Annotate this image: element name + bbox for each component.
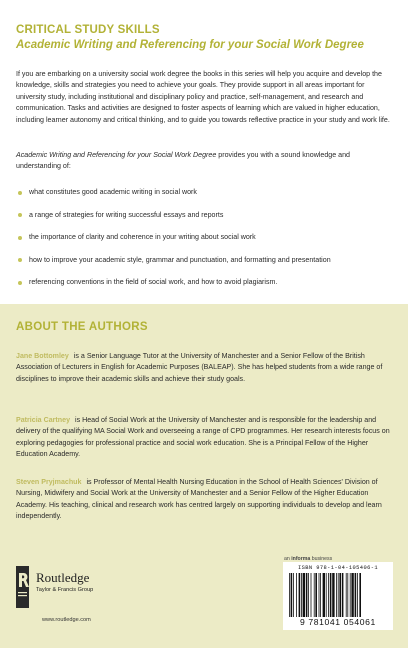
barcode-icon — [289, 573, 387, 617]
author-bio-text: is Head of Social Work at the University of Manchester and is responsible for the leadership and delivery of the qualifying MA Social Work and overseeing a range of CPD programmes. Her research interests focus on exploring pedagogies for professional practice and social work education. She is a Principal Fellow of the Higher Education Academy. — [16, 416, 390, 459]
author-name: Patricia Cartney — [16, 416, 71, 424]
publisher-group: Taylor & Francis Group — [36, 587, 94, 593]
list-item-text: a range of strategies for writing successful essays and reports — [29, 210, 224, 219]
barcode-bar — [347, 573, 348, 617]
author-bio-text: is a Senior Language Tutor at the University of Manchester and a Senior Fellow of the British Association of Lecturers in English for Academic Purposes (BALEAP). She has helped students from a wide range of disciplines to improve their academic skills and achieve their study goals. — [16, 352, 383, 383]
barcode-bar — [315, 573, 317, 617]
barcode-bar — [289, 573, 290, 617]
barcode-bar — [357, 573, 358, 617]
informa-prefix: an — [284, 556, 292, 562]
provides-text: provides you with a sound knowledge and understanding of: — [16, 151, 350, 171]
barcode-panel — [283, 562, 393, 630]
author-name: Jane Bottomley — [16, 352, 69, 360]
barcode-bar — [323, 573, 325, 617]
barcode-bar — [346, 573, 347, 617]
isbn-label: ISBN 978-1-04-105406-1 — [298, 565, 378, 571]
bullet-icon — [18, 236, 22, 240]
author-bio — [16, 415, 394, 461]
publisher-website: www.routledge.com — [42, 617, 91, 623]
barcode-bar — [311, 573, 312, 617]
barcode-bar — [351, 573, 353, 617]
list-item — [16, 277, 401, 288]
barcode-bar — [332, 573, 334, 617]
author-bio — [16, 351, 394, 385]
barcode-bar — [326, 573, 327, 617]
barcode-bar — [355, 573, 357, 617]
barcode-bar — [319, 573, 320, 617]
list-item — [16, 255, 401, 266]
list-item — [16, 187, 401, 198]
barcode-bar — [328, 573, 329, 617]
author-name: Steven Pryjmachuk — [16, 478, 82, 486]
bullet-icon — [18, 191, 22, 195]
bullet-icon — [18, 281, 22, 285]
barcode-bar — [336, 573, 337, 617]
barcode-bar — [301, 573, 302, 617]
author-bio — [16, 477, 394, 523]
barcode-bar — [296, 573, 297, 617]
barcode-bar — [338, 573, 339, 617]
informa-suffix: business — [310, 556, 333, 562]
barcode-bar — [330, 573, 332, 617]
series-title: CRITICAL STUDY SKILLS — [16, 24, 160, 36]
barcode-bar — [314, 573, 315, 617]
list-item-text: referencing conventions in the field of social work, and how to avoid plagiarism. — [29, 278, 278, 287]
book-title-inline: Academic Writing and Referencing for your Social Work Degree — [16, 151, 217, 159]
barcode-bar — [306, 573, 308, 617]
routledge-logo-icon — [16, 566, 29, 608]
barcode-bar — [359, 573, 361, 617]
barcode-bar — [350, 573, 351, 617]
barcode-digits: 9 781041 054061 — [300, 617, 376, 627]
informa-brand: informa — [291, 556, 311, 562]
barcode-bar — [299, 573, 301, 617]
description-section — [0, 0, 408, 304]
list-item-text: the importance of clarity and coherence in your writing about social work — [29, 233, 256, 242]
barcode-bar — [339, 573, 341, 617]
barcode-bar — [293, 573, 294, 617]
publisher-name: Routledge — [36, 570, 90, 585]
bullet-icon — [18, 213, 22, 217]
list-item-text: what constitutes good academic writing in social work — [29, 188, 197, 196]
list-item-text: how to improve your academic style, grammar and punctuation, and formatting and presentation — [29, 255, 331, 264]
barcode-bar — [320, 573, 321, 617]
barcode-bar — [291, 573, 293, 617]
barcode-bar — [308, 573, 309, 617]
about-section — [0, 304, 408, 648]
list-item — [16, 232, 401, 243]
series-subtitle: Academic Writing and Referencing for your Social Work Degree — [16, 39, 364, 51]
barcode-bar — [303, 573, 305, 617]
bullet-icon — [18, 258, 22, 262]
topics-list — [16, 187, 401, 300]
intro-paragraph: If you are embarking on a university social work degree the books in this series will help you acquire and develop the knowledge, skills and strategies you need to achieve your goals. They provide support in all areas important for university study, including institutional and disciplinary policy and practice, self-management, and research and communication. Tasks and activities are designed to foster aspects of learning which are valued in higher education, including learner autonomy and critical thinking, and to guide you towards reflective practice in your study and work life. — [16, 70, 390, 124]
provides-paragraph — [16, 150, 396, 173]
about-heading: ABOUT THE AUTHORS — [16, 321, 148, 333]
barcode-bar — [342, 573, 344, 617]
list-item — [16, 210, 401, 221]
author-bio-text: is Professor of Mental Health Nursing Education in the School of Health Sciences' Division of Nursing, Midwifery and Social Work at the University of Manchester and a Senior Fellow of the Higher Education Academy. His teaching, clinical and research work has centred largely on supporting individuals to develop and learn independently. — [16, 478, 382, 521]
